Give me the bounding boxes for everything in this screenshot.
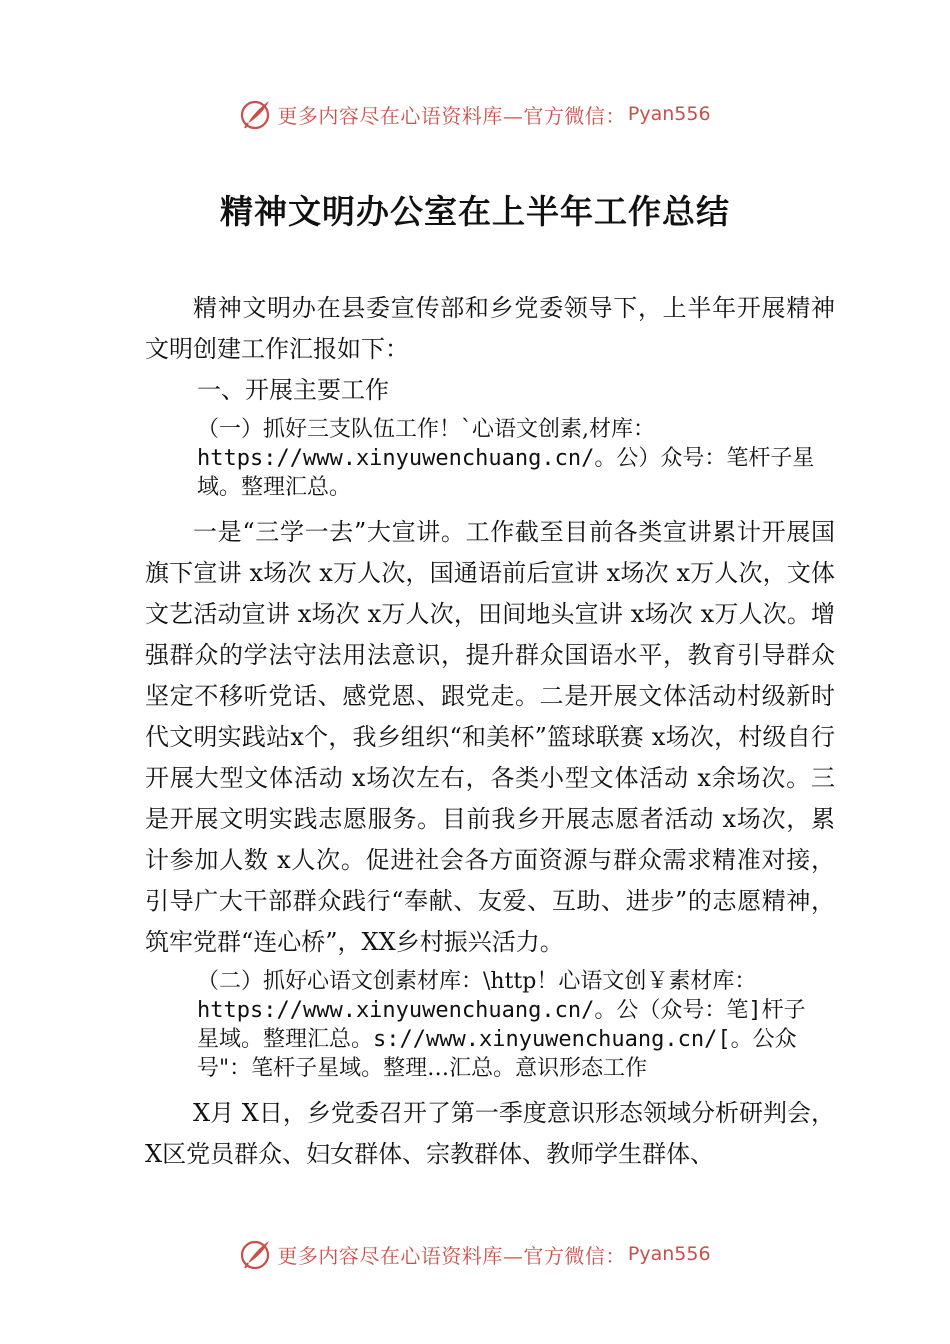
watermark-text: 更多内容尽在心语资料库—官方微信： — [277, 103, 626, 128]
watermark-banner-top — [0, 92, 950, 136]
subsection-1 — [145, 415, 835, 502]
watermark-banner-bottom — [0, 1232, 950, 1276]
body-paragraph-2: X月 X日，乡党委召开了第一季度意识形态领域分析研判会，X区党员群众、妇女群体、宗教群体、教师学生群体、 — [145, 1099, 835, 1168]
watermark-text: 更多内容尽在心语资料库—官方微信： — [277, 1243, 626, 1268]
subsection-2 — [145, 967, 835, 1083]
feather-pen-logo-icon — [239, 1237, 273, 1271]
body-paragraph-1: 一是“三学一去”大宣讲。工作截至目前各类宣讲累计开展国旗下宣讲 x场次 x万人次，国通语前后宣讲 x场次 x万人次，文体文艺活动宣讲 x场次 x万人次，田间地头宣讲 x场次 x万人次。增强群众的学法守法用法意识，提升群众国语水平，教育引导群众坚定不移听党话、感党恩、跟党走。二是开展文体活动村级新时代文明实践站x个，我乡组织“和美杯”篮球联赛 x场次，村级自行开展大型文体活动 x场次左右，各类小型文体活动 x余场次。三是开展文明实践志愿服务。目前我乡开展志愿者活动 x场次，累计参加人数 x人次。促进社会各方面资源与群众需求精准对接，引导广大干部群众践行“奉献、友爱、互助、进步”的志愿精神，筑牢党群“连心桥”，XX乡村振兴活力。 — [145, 518, 835, 956]
subsection-1-line3: 域。整理汇总。 — [197, 475, 352, 500]
section-heading: 一、开展主要工作 — [197, 376, 389, 404]
feather-pen-logo-icon — [239, 97, 273, 131]
document-title: 精神文明办公室在上半年工作总结 — [220, 192, 730, 231]
intro-paragraph: 精神文明办在县委宣传部和乡党委领导下，上半年开展精神文明创建工作汇报如下： — [145, 294, 835, 363]
subsection-2-line2: https://www.xinyuwenchuang.cn/。公（众号：笔]杆子 — [197, 998, 806, 1023]
subsection-1-line2: https://www.xinyuwenchuang.cn/。公）众号：笔杆子星 — [197, 446, 815, 471]
subsection-1-line1: （一）抓好三支队伍工作！`心语文创素,材库： — [197, 417, 655, 442]
subsection-2-line1: （二）抓好心语文创素材库：\http！心语文创￥素材库： — [197, 969, 757, 994]
subsection-2-line4: 号"：笔杆子星域。整理…汇总。意识形态工作 — [197, 1056, 648, 1081]
document-body — [145, 288, 835, 1175]
watermark-wechat-id: Pyan556 — [627, 1243, 711, 1265]
watermark-wechat-id: Pyan556 — [627, 103, 711, 125]
subsection-2-line3: 星域。整理汇总。s://www.xinyuwenchuang.cn/[。公众 — [197, 1027, 797, 1052]
